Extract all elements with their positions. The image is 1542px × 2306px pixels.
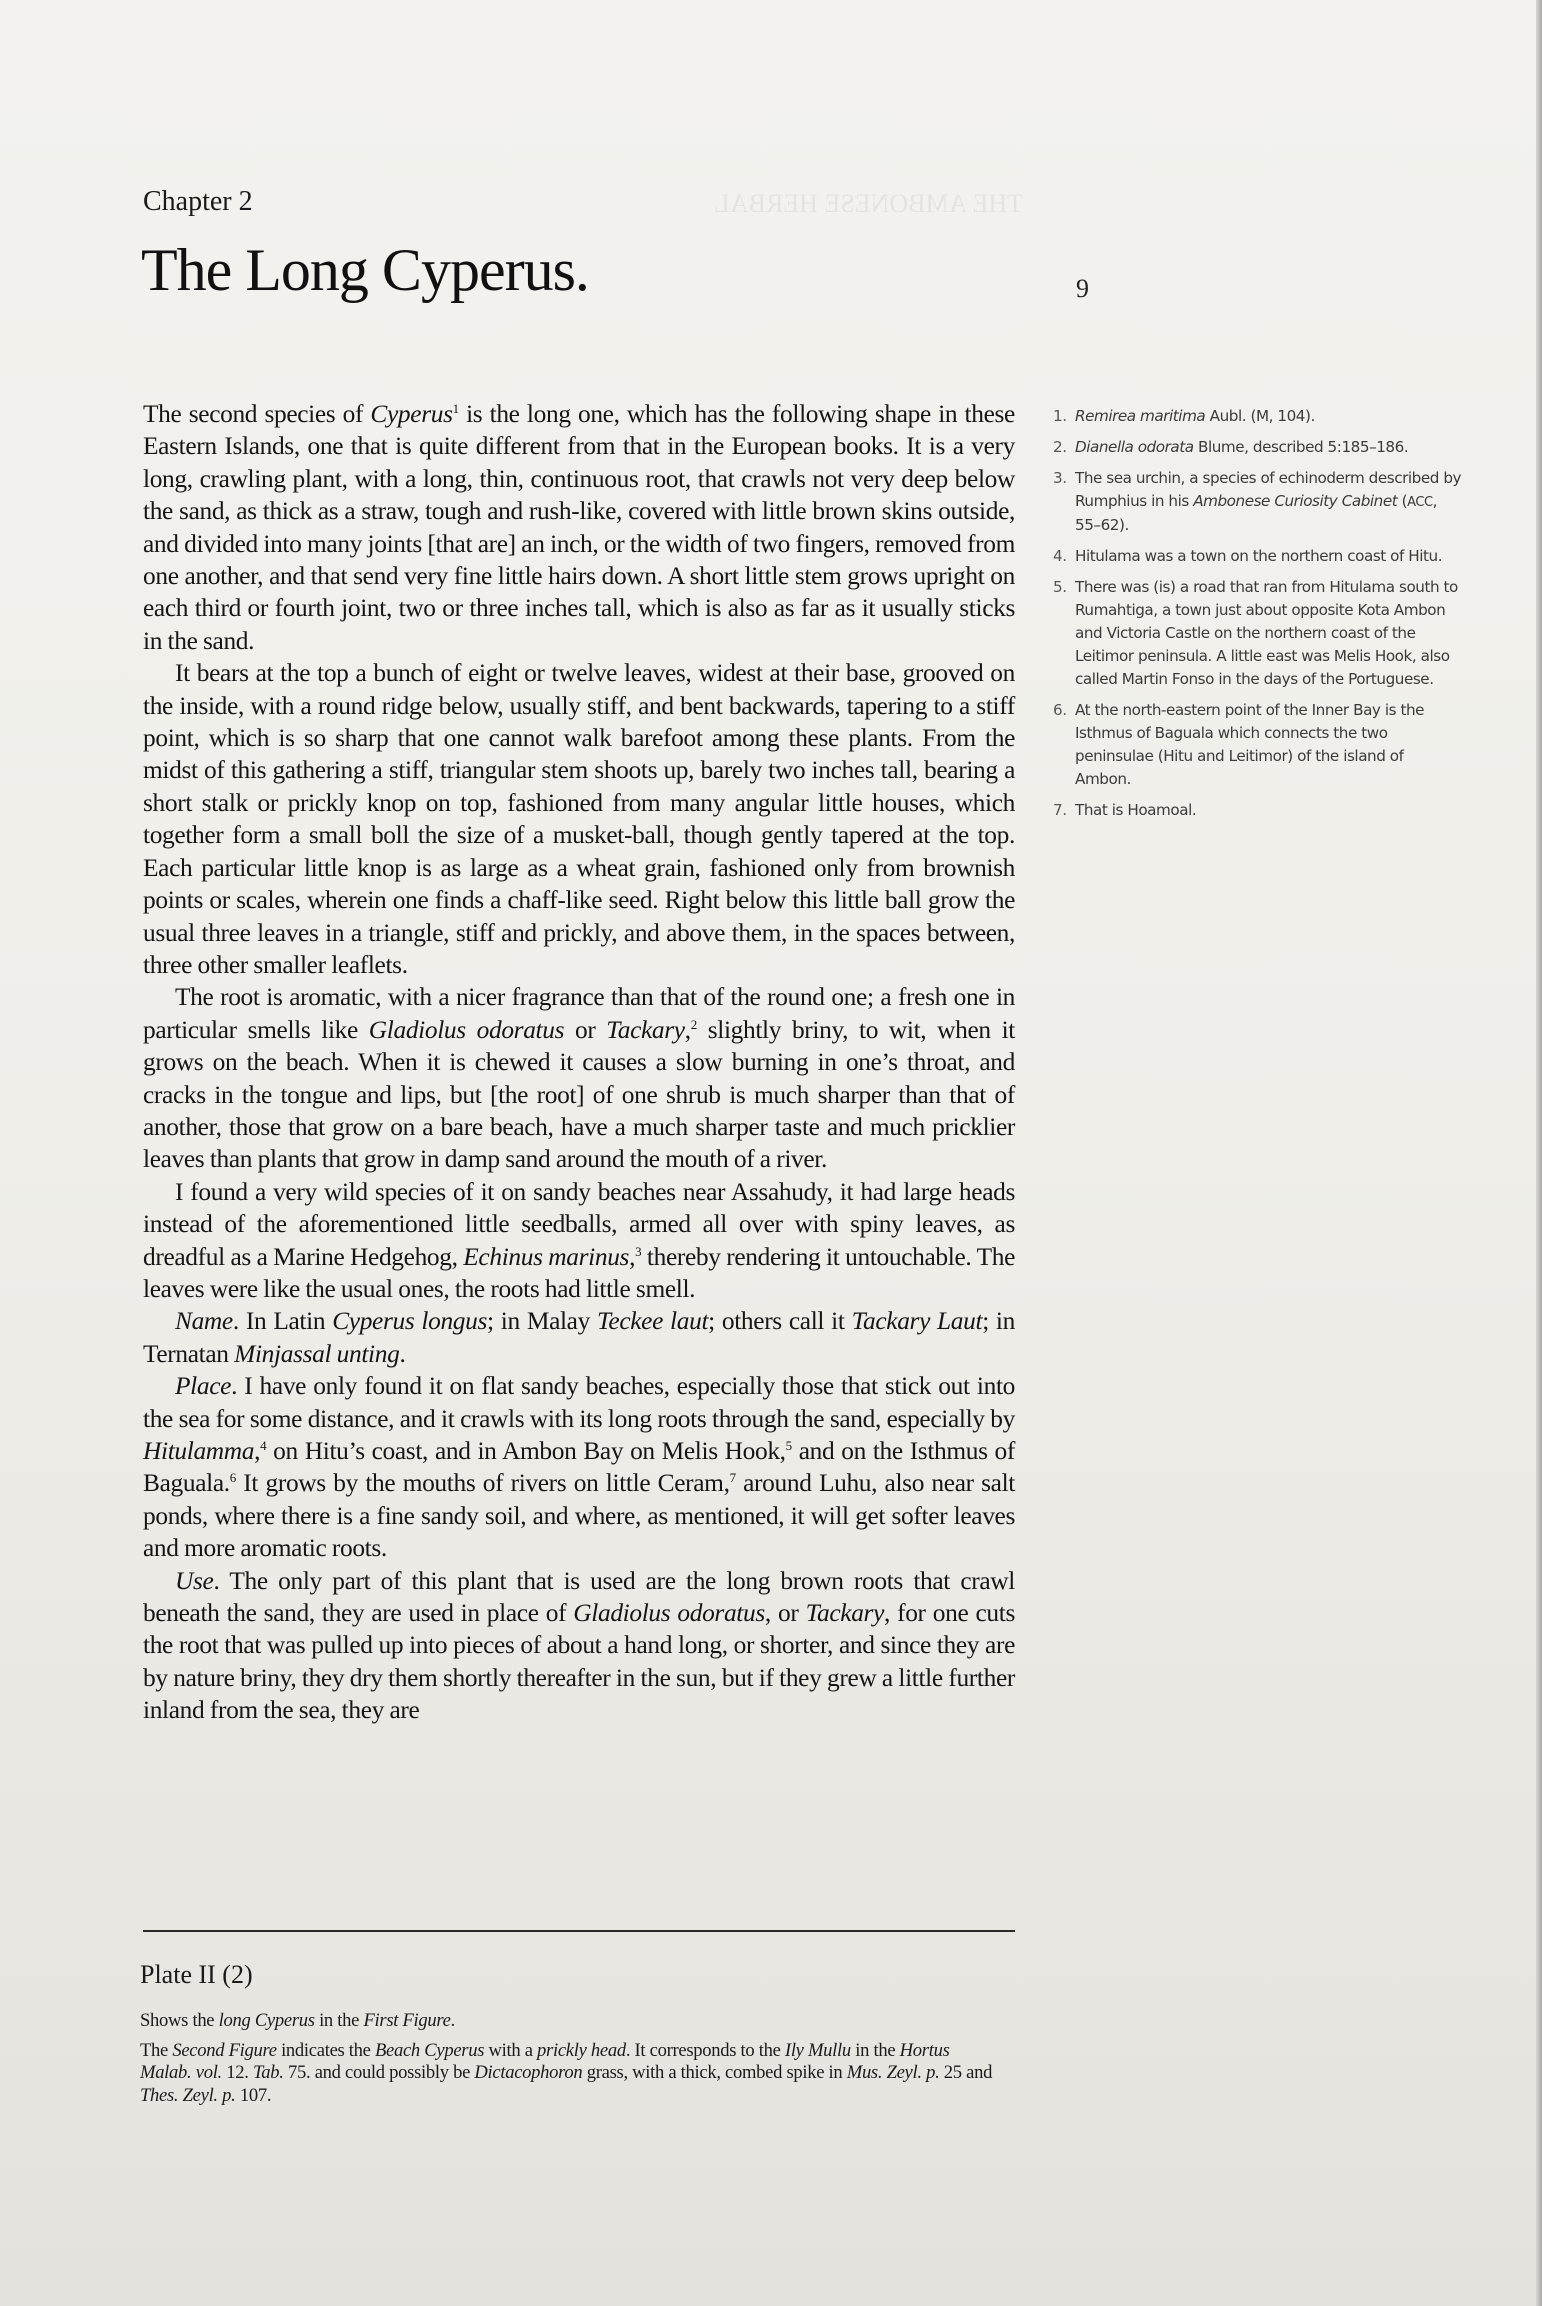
body-paragraph <box>143 1305 1015 1370</box>
text-run: . I have only found it on flat sandy beaches, especially those that stick out into the sea for some distance, and it crawls with its long roots through the sand, especially by <box>143 1372 1015 1433</box>
text-run: , <box>254 1437 261 1465</box>
italic-run: Place <box>175 1372 232 1401</box>
main-text <box>143 398 1015 1727</box>
text-run: , or <box>764 1599 806 1628</box>
small-caps-run: ACC <box>1407 495 1433 510</box>
text-run: ; in Ternatan <box>143 1307 1015 1368</box>
text-run: , <box>684 1015 691 1044</box>
text-run: , for one cuts the root that was pulled up into pieces of about a hand long, or shorter, and since they are by nature briny, they dry them shortly thereafter in the sun, but if they grew a little further inland from the sea, they are <box>143 1599 1015 1725</box>
plate-paragraph <box>140 2010 1000 2033</box>
footnotes-column <box>1053 405 1463 830</box>
italic-run: Tackary Laut <box>851 1307 983 1336</box>
text-run: with a <box>484 2039 538 2061</box>
italic-run: Gladiolus odoratus <box>368 1015 565 1044</box>
text-run: Aubl. (M, 104). <box>1205 407 1315 425</box>
italic-run: long Cyperus <box>218 2010 315 2031</box>
text-run: I found a very wild species of it on sandy beaches near Assahudy, it had large heads instead of the aforementioned little seedballs, armed all over with spiny leaves, as dreadful as a Marine Hedgehog, <box>143 1177 1015 1271</box>
italic-run: Teckee laut <box>596 1307 709 1336</box>
chapter-label: Chapter 2 <box>143 186 253 217</box>
italic-run: Use <box>175 1566 214 1595</box>
text-run: At the north-eastern point of the Inner Bay is the Isthmus of Baguala which connects the two peninsulae (Hitu and Leitimor) of the island of Ambon. <box>1075 701 1425 788</box>
section-divider <box>143 1930 1015 1932</box>
text-run: Shows the <box>140 2010 219 2031</box>
footnote <box>1053 405 1463 428</box>
body-paragraph <box>143 657 1015 981</box>
italic-run: prickly head <box>537 2039 626 2061</box>
text-run: ; in Malay <box>487 1307 597 1336</box>
italic-run: Hitulamma <box>143 1437 255 1465</box>
footnote-text <box>1075 576 1463 691</box>
italic-run: Hortus Malab. vol. <box>140 2039 950 2083</box>
text-run: . It corresponds to the <box>625 2039 785 2061</box>
italic-run: Name <box>175 1307 233 1336</box>
italic-run: Tackary <box>805 1599 884 1628</box>
plate-caption-title: Plate II (2) <box>140 1960 253 1989</box>
footnote-text <box>1075 545 1463 568</box>
footnote-number: 6. <box>1053 701 1067 719</box>
text-run: It bears at the top a bunch of eight or twelve leaves, widest at their base, grooved on the inside, with a round ridge below, usually stiff, and bent backwards, tapering to a stiff point, which is so sharp that one cannot walk barefoot among these plants. From the midst of this gathering a stiff, triangular stem shoots up, barely two inches tall, bearing a short stalk or prickly knop on top, fashioned from many angular little houses, which together form a small boll the size of a musket-ball, though gently tapered at the top. Each particular little knop is as large as a wheat grain, fashioned only from brownish points or scales, wherein one finds a chaff-like seed. Right below this little ball grow the usual three leaves in a triangle, stiff and prickly, and above them, in the spaces between, three other smaller leaflets. <box>143 659 1015 979</box>
body-paragraph <box>143 398 1015 657</box>
text-run: and on the Isthmus of Baguala. <box>143 1437 1016 1498</box>
italic-run: Cyperus longus <box>332 1307 488 1336</box>
text-run: ( <box>1397 492 1408 510</box>
text-run: 12. <box>221 2062 253 2083</box>
italic-run: Gladiolus odoratus <box>573 1599 765 1628</box>
italic-run: Remirea maritima <box>1075 407 1206 425</box>
text-run: in the <box>314 2010 364 2031</box>
plate-paragraph <box>140 2040 1000 2108</box>
text-run: in the <box>850 2039 900 2061</box>
footnote <box>1053 576 1463 691</box>
footnote <box>1053 699 1463 791</box>
text-run: Hitulama was a town on the northern coast of Hitu. <box>1075 547 1443 565</box>
text-run: There was (is) a road that ran from Hitulama south to Rumahtiga, a town just about opposite Kota Ambon and Victoria Castle on the northern coast of the Leitimor peninsula. A little east was Melis Hook, also called Martin Fonso in the days of the Portuguese. <box>1075 578 1458 688</box>
text-run: It grows by the mouths of rivers on little Ceram, <box>235 1469 730 1498</box>
footnote-text <box>1075 699 1463 791</box>
footnote-ref: 1 <box>452 401 459 416</box>
italic-run: Dictacophoron <box>474 2062 583 2083</box>
footnote-number: 7. <box>1053 801 1067 819</box>
text-run: . <box>399 1339 406 1368</box>
italic-run: Echinus marinus <box>463 1242 630 1271</box>
text-run: grass, with a thick, combed spike in <box>582 2062 847 2083</box>
text-run: around Luhu, also near salt ponds, where there is a fine sandy soil, and where, as mentioned, it will get softer leaves and more aromatic roots. <box>143 1469 1015 1563</box>
text-run: The <box>140 2039 173 2061</box>
text-run: thereby rendering it untouchable. The leaves were like the usual ones, the roots had little smell. <box>143 1242 1015 1303</box>
text-run: Blume, described 5:185–186. <box>1193 438 1409 456</box>
text-run: 25 and <box>939 2062 993 2083</box>
text-run: 107. <box>235 2084 272 2106</box>
body-paragraph <box>143 1370 1015 1564</box>
footnote-text <box>1075 405 1463 428</box>
text-run: . In Latin <box>232 1307 333 1336</box>
footnote-number: 3. <box>1053 469 1067 487</box>
italic-run: Thes. Zeyl. p. <box>140 2084 236 2106</box>
italic-run: First Figure <box>363 2010 451 2031</box>
footnote <box>1053 436 1463 459</box>
footnote-number: 5. <box>1053 578 1067 596</box>
footnote-number: 1. <box>1053 407 1067 425</box>
italic-run: Minjassal unting <box>234 1339 400 1368</box>
italic-run: Tackary <box>606 1015 685 1044</box>
text-run: ; others call it <box>708 1307 852 1336</box>
footnote-ref: 5 <box>785 1438 792 1453</box>
text-run: The sea urchin, a species of echinoderm described by Rumphius in his <box>1075 469 1462 510</box>
footnote <box>1053 467 1463 537</box>
footnote-ref: 4 <box>260 1438 267 1453</box>
chapter-title: The Long Cyperus. <box>141 237 589 303</box>
footnote-ref: 7 <box>729 1470 736 1486</box>
italic-run: Beach Cyperus <box>374 2039 485 2061</box>
text-run: . The only part of this plant that is used are the long brown roots that crawl beneath the sand, they are used in place of <box>143 1566 1015 1628</box>
italic-run: Ambonese Curiosity Cabinet <box>1193 492 1398 510</box>
bleed-through-text: THE AMBONESE HERBAL <box>713 189 1023 218</box>
body-paragraph <box>143 1176 1015 1306</box>
body-paragraph <box>143 981 1015 1175</box>
footnote <box>1053 545 1463 568</box>
footnote-text <box>1075 436 1463 459</box>
italic-run: Mus. Zeyl. p. <box>846 2062 940 2083</box>
italic-run: Cyperus <box>370 400 453 428</box>
italic-run: Second Figure <box>172 2039 277 2061</box>
footnote-ref: 3 <box>635 1243 642 1259</box>
text-run: , <box>629 1242 636 1271</box>
body-paragraph <box>143 1565 1015 1727</box>
text-run: 75. and could possibly be <box>283 2062 475 2083</box>
footnote-ref: 6 <box>229 1470 236 1486</box>
italic-run: Dianella odorata <box>1075 438 1194 456</box>
text-run: is the long one, which has the following shape in these Eastern Islands, one that is quite different from that in the European books. It is a very long, crawling plant, with a long, thin, continuous root, that crawls not very deep below the sand, as thick as a straw, tough and rush-like, covered with little brown skins outside, and divided into many joints [that are] an inch, or the width of two fingers, removed from one another, and that send very fine little hairs down. A short little stem grows upright on each third or fourth joint, two or three inches tall, which is also as far as it usually sticks in the sand. <box>143 400 1015 655</box>
text-run: slightly briny, to wit, when it grows on the beach. When it is chewed it causes a slow burning in one’s throat, and cracks in the tongue and lips, but [the root] of one shrub is much sharper than that of another, those that grow on a bare beach, have a much sharper taste and much pricklier leaves than plants that grow in damp sand around the mouth of a river. <box>143 1015 1015 1174</box>
text-run: That is Hoamoal. <box>1075 801 1197 819</box>
text-run: on Hitu’s coast, and in Ambon Bay on Melis Hook, <box>266 1437 786 1465</box>
text-run: The root is aromatic, with a nicer fragrance than that of the round one; a fresh one in particular smells like <box>143 983 1015 1044</box>
footnote-number: 4. <box>1053 547 1067 565</box>
text-run: or <box>564 1015 607 1044</box>
page-edge-shadow <box>1536 0 1542 2306</box>
plate-caption-text <box>140 2010 1000 2114</box>
page-number: 9 <box>1076 274 1089 303</box>
italic-run: Tab. <box>252 2062 284 2083</box>
footnote <box>1053 799 1463 822</box>
text-run: , 55–62). <box>1075 492 1437 534</box>
italic-run: Ily Mullu <box>784 2039 851 2061</box>
text-run: . <box>450 2010 455 2031</box>
text-run: The second species of <box>143 400 371 428</box>
footnote-ref: 2 <box>690 1016 697 1032</box>
footnote-text <box>1075 467 1463 537</box>
footnote-number: 2. <box>1053 438 1067 456</box>
text-run: indicates the <box>276 2039 375 2061</box>
footnote-text <box>1075 799 1463 822</box>
